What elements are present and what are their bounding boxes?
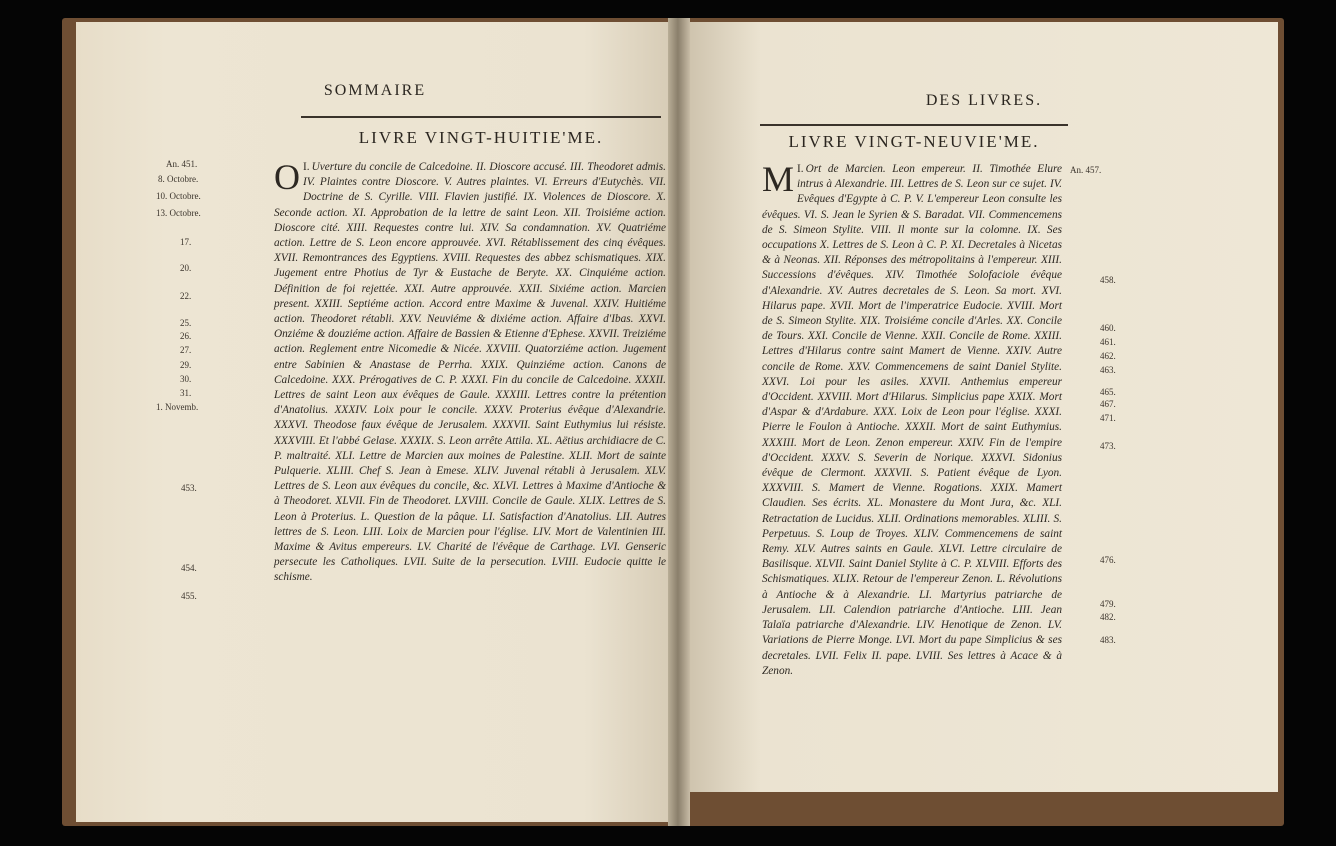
left-page-header: SOMMAIRE — [323, 82, 427, 99]
margin-note: 483. — [1100, 635, 1116, 645]
margin-note: 455. — [181, 591, 197, 601]
margin-note: 465. — [1100, 387, 1116, 397]
section-number: I. — [303, 161, 310, 173]
contents-paragraph — [274, 157, 666, 586]
section-number: I. — [797, 163, 804, 175]
right-page-header: DES LIVRES. — [925, 92, 1043, 109]
margin-note: 458. — [1100, 275, 1116, 285]
contents-text: Uverture du concile de Calcedoine. II. Dioscore accusé. III. Theodoret admis. IV. Plaintes contre Dioscore. V. Autres plaintes. VI. Erreurs d'Eutychès. VII. Doctrine de S. Cyrille. VIII. Flavien justifié. IX. Violences de Dioscore. X. Seconde action. XI. Approbation de la lettre de saint Leon. XII. Troisiéme action. Dioscore cité. XIII. Requestes contre lui. XIV. Sa condamnation. XV. Quatriéme action. Lettre de S. Leon encore approuvée. XVI. Rétablissement des cinq évêques. XVII. Remontrances des Egyptiens. XVIII. Requestes des abbez schismatiques. XIX. Jugement entre Photius de Tyr & Eustache de Beryte. XX. Cinquiéme action. Définition de foi rejettée. XXI. Autre approuvée. XXII. Sixiéme action. Marcien present. XXIII. Septiéme action. Accord entre Maxime & Juvenal. XXIV. Huitiéme action. Theodoret rétabli. XXV. Neuviéme & dixiéme action. Affaire d'Ibas. XXVI. Onziéme & douziéme action. Affaire de Bassien & Etienne d'Ephese. XXVII. Treiziéme action. Reglement entre Nicomedie & Nicée. XXVIII. Quatorziéme action. Jugement entre Sabinien & Anastase de Perrha. XXIX. Quinziéme action. Canons de Calcedoine. XXX. Prérogatives de C. P. XXXI. Fin du concile de Calcedoine. XXXII. Lettres de saint Leon aux évêques de Gaule. XXXIII. Lettres contre la prétention d'Anatolius. XXXIV. Loix pour le concile. XXXV. Proterius évêque d'Alexandrie. XXXVI. Theodose faux évêque de Jerusalem. XXXVII. Saint Euthymius lui résiste. XXXVIII. Et l'abbé Gelase. XXXIX. S. Leon arrête Attila. XL. Aëtius archidiacre de C. P. maltraité. XLI. Lettre de Marcien aux moines de Palestine. XLII. Mort de sainte Pulquerie. XLIII. Chef S. Jean à Emese. XLIV. Juvenal rétabli à Jerusalem. XLV. Lettres de S. Leon aux évêques du concile, &c. XLVI. Lettres à Maxime d'Antioche & à Theodoret. XLVII. Fin de Theodoret. LXVIII. Concile de Gaule. XLIX. Lettres de S. Leon à Proterius. L. Question de la pâque. LI. Satisfaction d'Anatolius. LII. Autres lettres de S. Leon. LIII. Loix de Marcien pour l'église. LIV. Mort de Valentinien III. Maxime & Avitus empereurs. LV. Charité de l'évêque de Carthage. LVI. Genseric persecute les Catholiques. LVII. Suite de la persecution. LVIII. Eudocie quitte le schisme. — [274, 161, 666, 584]
book-title: LIVRE VINGT-NEUVIE'ME. — [788, 132, 1040, 151]
contents-text: Ort de Marcien. Leon empereur. II. Timothée Elure intrus à Alexandrie. III. Lettres de S. Leon sur ce sujet. IV. Evêques d'Egypte à C. P. V. L'empereur Leon consulte les évêques. VI. S. Jean le Syrien & S. Baradat. VII. Commencemens de S. Simeon Stylite. VIII. Il monte sur la colomne. IX. Ses occupations X. Lettres de S. Leon à C. P. XI. Decretales à Nicetas & à Neonas. XII. Réponses des métropolitains à l'empereur. XIII. Successions d'évêques. XIV. Timothée Solofaciole évêque d'Alexandrie. XV. Autres decretales de S. Leon. Sa mort. XVI. Hilarus pape. XVII. Mort de l'imperatrice Eudocie. XVIII. Mort de S. Simeon Stylite. XIX. Troisiéme concile d'Arles. XX. Concile de Tours. XXI. Concile de Vienne. XXII. Concile de Rome. XXIII. Lettres d'Hilarus contre saint Mamert de Vienne. XXIV. Autre concile de Rome. XXV. Commencemens de saint Daniel Stylite. XXVI. Loi pour les asiles. XXVII. Anthemius empereur d'Occident. XXVIII. Mort d'Hilarus. Simplicius pape XXIX. Mort d'Aspar & d'Ardabure. XXX. Loix de Leon pour l'église. XXXI. Pierre le Foulon à Antioche. XXXII. Mort de saint Euthymius. XXXIII. Mort de Leon. Zenon empereur. XXIV. Fin de l'empire d'Occident. XXXV. S. Severin de Norique. XXXVI. Sidonius évêque de Clermont. XXXVII. S. Patient évêque de Lyon. XXXVIII. S. Mamert de Vienne. Rogations. XXIX. Mamert Claudien. Ses écrits. XL. Monastere du Mont Jura, &c. XLI. Retractation de Lucidus. XLII. Ordinations memorables. XLIII. S. Perpetuus. S. Loup de Troyes. XLIV. Commencemens de saint Remy. XLV. Autres saints en Gaule. XLVI. Lettre circulaire de Basilisque. XLVII. Saint Daniel Stylite à C. P. XLVIII. Efforts des Schismatiques. XLIX. Retour de l'empereur Zenon. L. Révolutions à Antioche & à Alexandrie. LI. Martyrius patriarche de Jerusalem. LII. Calendion patriarche d'Antioche. LIII. Jean Talaïa patriarche d'Alexandrie. LIV. Henotique de Zenon. LV. Variations de Pierre Monge. LVI. Mort du pape Simplicius & ses decretales. LVII. Felix II. pape. LVIII. Ses lettres à Acace & à Zenon. — [762, 163, 1062, 677]
book-title: LIVRE VINGT-HUITIE'ME. — [358, 128, 604, 147]
margin-note: 461. — [1100, 337, 1116, 347]
margin-note: 31. — [180, 388, 192, 398]
contents-paragraph — [762, 159, 1062, 679]
margin-note: 1. Novemb. — [156, 402, 199, 412]
margin-note: 22. — [180, 291, 192, 301]
margin-note: 476. — [1100, 555, 1116, 565]
margin-note: 13. Octobre. — [156, 208, 201, 218]
margin-note: 454. — [181, 563, 197, 573]
margin-note: 473. — [1100, 441, 1116, 451]
book-gutter — [668, 18, 690, 826]
margin-note: 479. — [1100, 599, 1116, 609]
margin-note: An. 457. — [1070, 165, 1102, 175]
margin-note: 462. — [1100, 351, 1116, 361]
margin-note: An. 451. — [166, 159, 198, 169]
margin-note: 17. — [180, 237, 192, 247]
left-page — [76, 22, 674, 822]
margin-note: 26. — [180, 331, 192, 341]
margin-note: 482. — [1100, 612, 1116, 622]
margin-note: 463. — [1100, 365, 1116, 375]
margin-note: 471. — [1100, 413, 1116, 423]
header-rule — [760, 124, 1068, 126]
margin-note: 27. — [180, 345, 192, 355]
margin-note: 20. — [180, 263, 192, 273]
margin-note: 25. — [180, 318, 192, 328]
margin-note: 453. — [181, 483, 197, 493]
right-page — [690, 22, 1278, 792]
margin-note: 30. — [180, 374, 192, 384]
margin-note: 467. — [1100, 399, 1116, 409]
margin-note: 10. Octobre. — [156, 191, 201, 201]
drop-cap: M — [762, 159, 795, 199]
margin-note: 8. Octobre. — [158, 174, 199, 184]
margin-note: 29. — [180, 360, 192, 370]
header-rule — [301, 116, 661, 118]
drop-cap: O — [274, 157, 300, 197]
margin-note: 460. — [1100, 323, 1116, 333]
